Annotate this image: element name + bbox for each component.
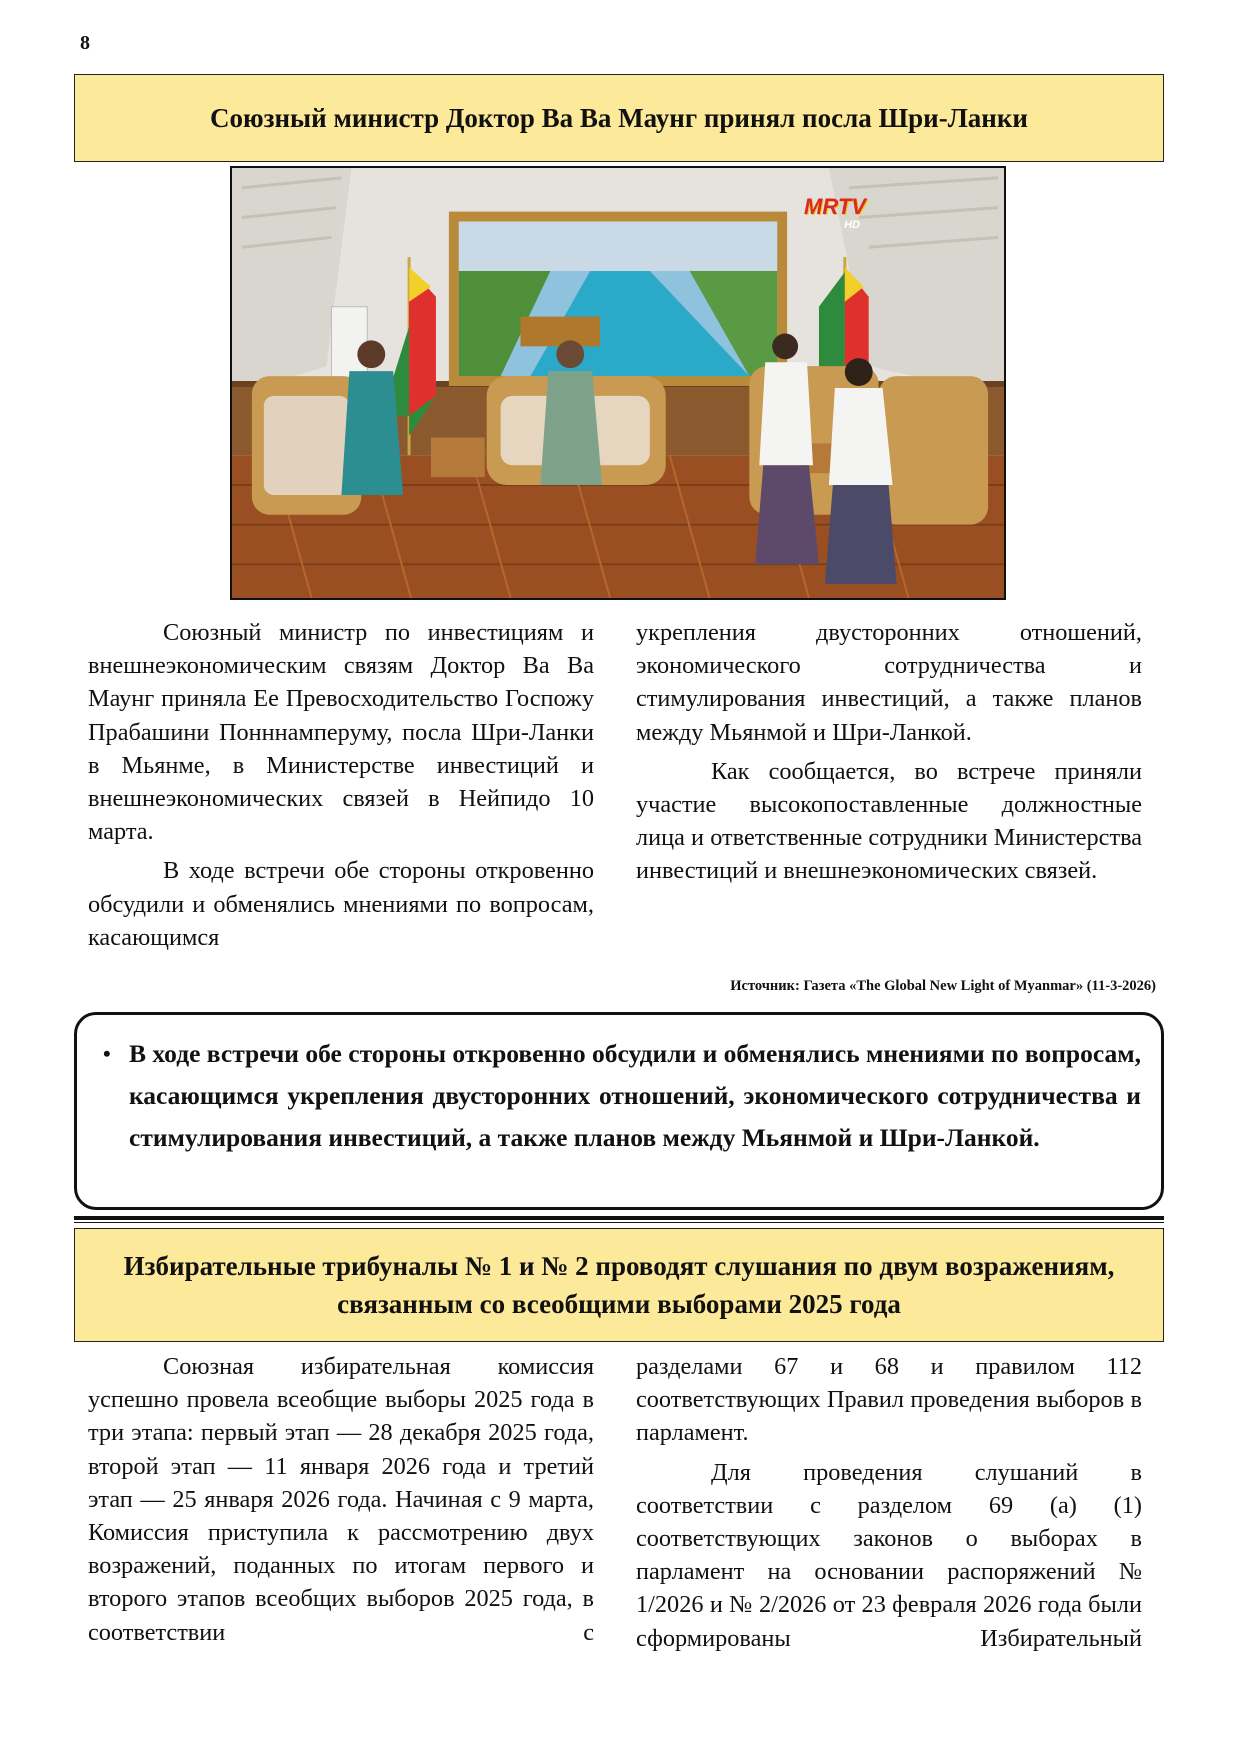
bullet-icon: • [103,1041,111,1066]
article1-column-right [636,616,1142,894]
article2-paragraph: разделами 67 и 68 и правилом 112 соответствующих Правил проведения выборов в парламент. [636,1353,1142,1447]
article2-paragraph: Для проведения слушаний в соответствии с разделом 69 (а) (1) соответствующих законов о выборах в парламент на основании распоряжений № 1/2026 и № 2/2026 от 23 февраля 2026 года были сформированы Избирательный [636,1458,1142,1652]
tv-logo-text: MRTV [804,194,866,219]
article2-column-left [88,1350,594,1655]
article2-title: Избирательные трибуналы № 1 и № 2 проводят слушания по двум возражениям, связанным со всеобщими выборами 2025 года [74,1228,1164,1342]
tv-logo-sub: HD [844,219,860,231]
article1-source: Источник: Газета «The Global New Light of Myanmar» (11-3-2026) [730,978,1156,994]
article1-paragraph: Как сообщается, во встрече приняли участие высокопоставленные должностные лица и ответственные сотрудники Министерства инвестиций и внешнеэкономических связей. [636,757,1142,885]
page-number: 8 [80,32,90,54]
tv-logo [804,194,888,231]
meeting-photo-illustration [232,168,1004,598]
article2-paragraph: Союзная избирательная комиссия успешно провела всеобщие выборы 2025 года в три этапа: первый этап — 28 декабря 2025 года, второй этап — 11 января 2026 года и третий этап — 25 января 2026 года. Начиная с 9 марта, Комиссия приступила к рассмотрению двух возражений, поданных по итогам первого и второго этапов всеобщих выборов 2025 года, в соответствии с [88,1353,594,1646]
article1-paragraph: укрепления двусторонних отношений, экономического сотрудничества и стимулирования инвестиций, а также планов между Мьянмой и Шри-Ланкой. [636,619,1142,746]
article1-title: Союзный министр Доктор Ва Ва Маунг принял посла Шри-Ланки [74,74,1164,162]
article1-paragraph: Союзный министр по инвестициям и внешнеэкономическим связям Доктор Ва Ва Маунг приняла Ее Превосходительство Госпожу Прабашини Понннамперуму, посла Шри-Ланки в Мьянме, в Министерстве инвестиций и внешнеэкономических связей в Нейпидо 10 марта. [88,619,594,846]
highlight-box [74,1012,1164,1210]
article2-column-right [636,1350,1142,1661]
meeting-photo [230,166,1006,600]
article1-paragraph: В ходе встречи обе стороны откровенно обсудили и обменялись мнениями по вопросам, касающимся [88,857,594,951]
highlight-text: В ходе встречи обе стороны откровенно обсудили и обменялись мнениями по вопросам, касающимся укрепления двусторонних отношений, экономического сотрудничества и стимулирования инвестиций, а также планов между Мьянмой и Шри-Ланкой. [129,1039,1141,1152]
section-divider-thick [74,1216,1164,1220]
article1-column-left [88,616,594,960]
section-divider-thin [74,1222,1164,1223]
